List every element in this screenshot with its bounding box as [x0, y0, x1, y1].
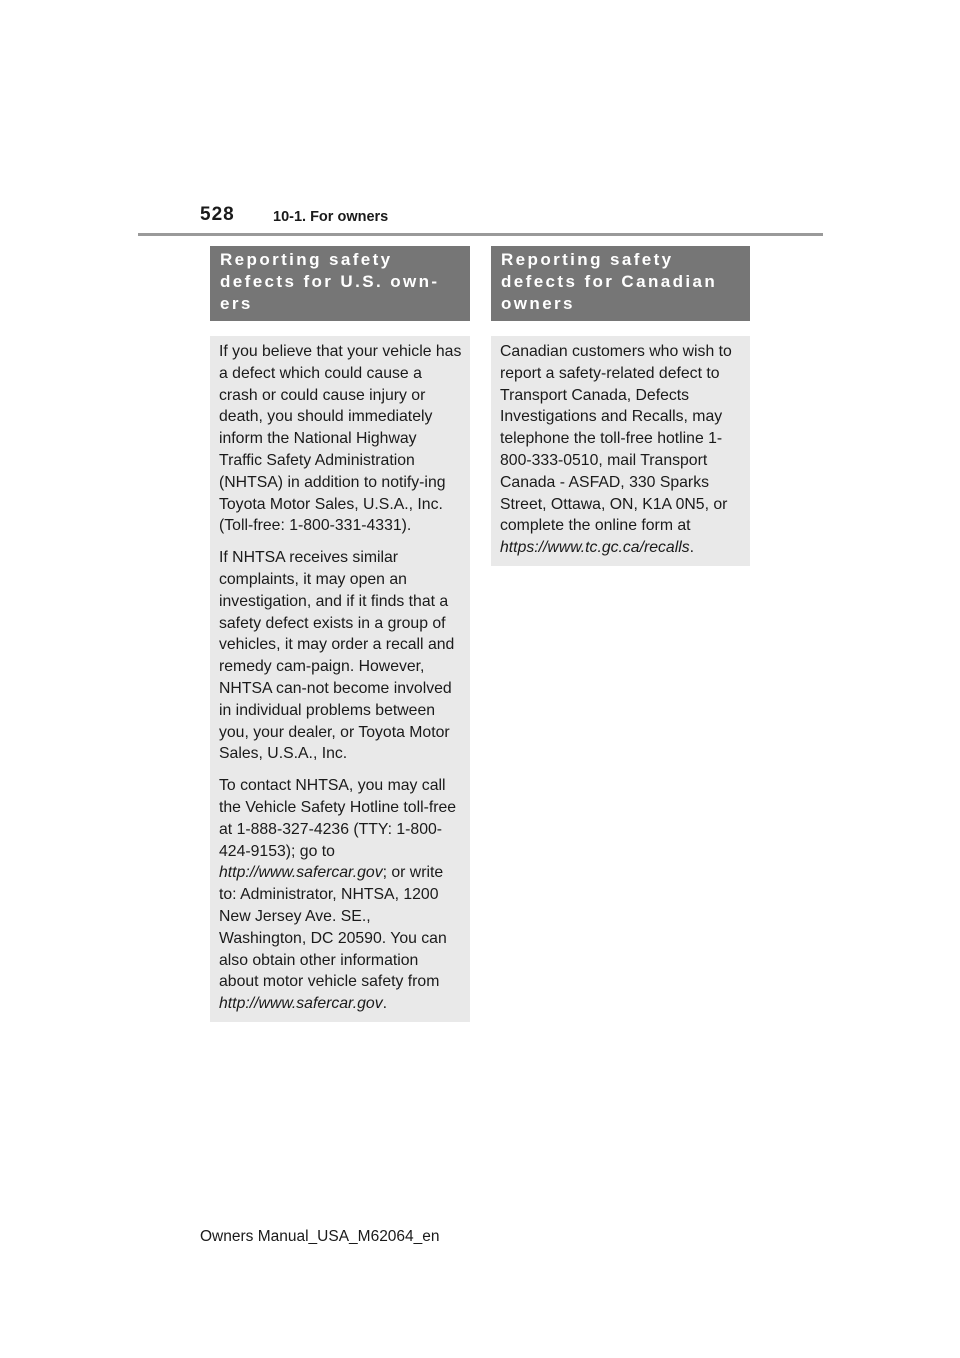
us-defects-section: [210, 246, 470, 1022]
canada-defects-body: [491, 336, 750, 566]
footer-manual-id: Owners Manual_USA_M62064_en: [200, 1228, 440, 1245]
canada-defects-section: [491, 246, 750, 566]
us-paragraph-3-text-a: To contact NHTSA, you may call the Vehicle Safety Hotline toll-free at 1-888-327-4236 (TTY: 1-800-424-9153); go to: [219, 777, 457, 860]
tc-recalls-link[interactable]: https://www.tc.gc.ca/recalls: [500, 539, 690, 557]
us-defects-body: [210, 336, 470, 1022]
canada-paragraph-1: [500, 341, 742, 559]
safercar-link-1[interactable]: http://www.safercar.gov: [219, 864, 383, 882]
us-paragraph-3: [219, 775, 462, 1015]
canada-paragraph-1-end: .: [689, 539, 695, 557]
safercar-link-2[interactable]: http://www.safercar.gov: [219, 995, 383, 1013]
canada-defects-heading: Reporting safety defects for Canadian owners: [491, 246, 750, 321]
header-rule: [138, 233, 823, 236]
us-paragraph-1: If you believe that your vehicle has a defect which could cause a crash or could cause injury or death, you should immediately inform the National Highway Traffic Safety Administration (NHTSA) in addition to notify-ing Toyota Motor Sales, U.S.A., Inc. (Toll-free: 1-800-331-4331).: [219, 343, 462, 535]
canada-paragraph-1-text: Canadian customers who wish to report a safety-related defect to Transport Canada, Defects Investigations and Recalls, may telephone the toll-free hotline 1-800-333-0510, mail Transport Canada - ASFAD, 330 Sparks Street, Ottawa, ON, K1A 0N5, or complete the online form at: [500, 343, 732, 535]
us-paragraph-3-end: .: [382, 995, 387, 1013]
us-paragraph-2: If NHTSA receives similar complaints, it may open an investigation, and if it finds that a safety defect exists in a group of vehicles, it may order a recall and remedy cam-paign. However, NHTSA can-not become involved in individual problems between you, your dealer, or Toyota Motor Sales, U.S.A., Inc.: [219, 549, 455, 763]
us-paragraph-3-text-b: ; or write to: Administrator, NHTSA, 1200 New Jersey Ave. SE., Washington, DC 20590. You can also obtain other information about motor vehicle safety from: [219, 864, 447, 991]
page-number: 528: [200, 204, 235, 225]
us-defects-heading: Reporting safety defects for U.S. own-ers: [210, 246, 470, 321]
section-title: 10-1. For owners: [273, 209, 389, 225]
